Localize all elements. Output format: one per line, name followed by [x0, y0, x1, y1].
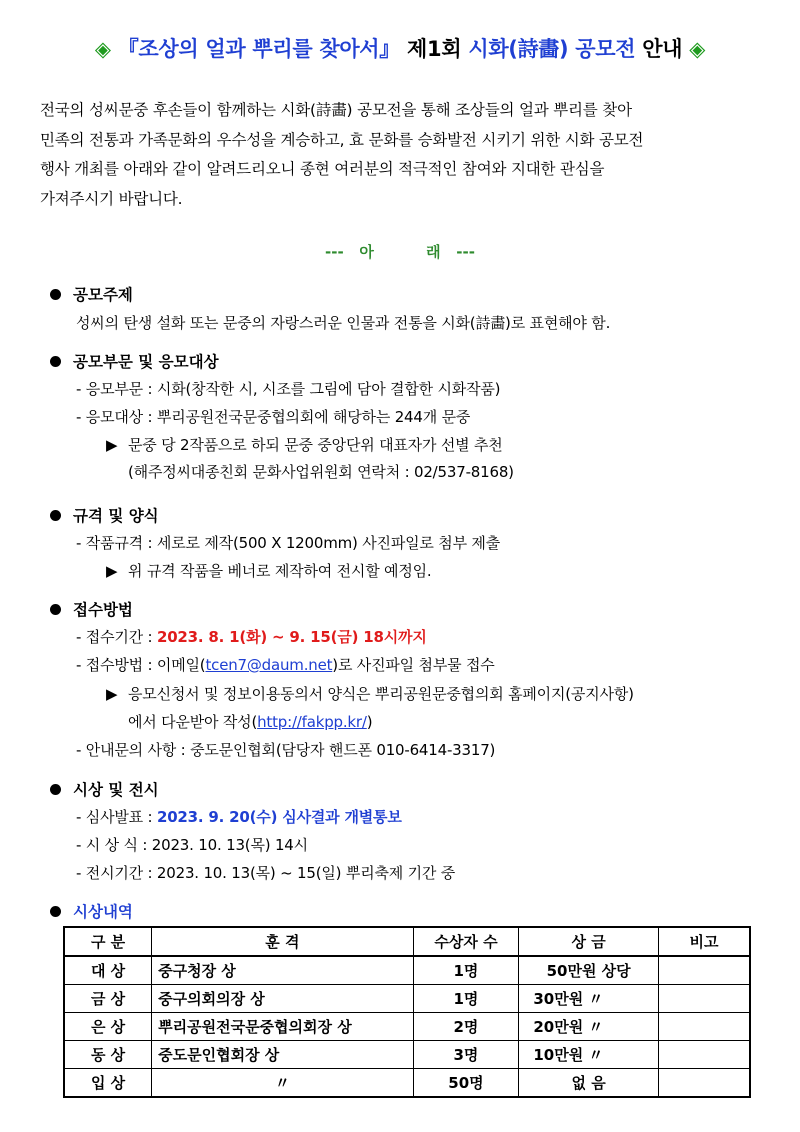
intro-line: 가져주시기 바랍니다.: [40, 189, 183, 208]
ceremony-line: - 시 상 식 : 2023. 10. 13(목) 14시: [76, 836, 308, 854]
judging-value: 2023. 9. 20(수) 심사결과 개별통보: [156, 808, 402, 826]
award-prize: 없 음: [519, 1069, 659, 1098]
section-heading-label: 공모주제: [73, 286, 133, 304]
award-grade: 금 상: [64, 985, 152, 1013]
award-grade: 은 상: [64, 1013, 152, 1041]
intro-line: 행사 개최를 아래와 같이 알려드리오니 종현 여러분의 적극적인 참여와 지대한 관심을: [40, 160, 605, 178]
bullet-icon: [50, 356, 61, 367]
award-grade: 동 상: [64, 1041, 152, 1069]
bullet-icon: [50, 604, 61, 615]
arrow-icon: ▶: [106, 436, 118, 454]
email-link[interactable]: tcen7@daum.net: [205, 656, 333, 674]
below-marker: --- 아 래 ---: [325, 243, 475, 261]
award-title: 〃: [152, 1069, 413, 1098]
award-note: [658, 1013, 750, 1041]
award-count: 2명: [413, 1013, 519, 1041]
table-row: [64, 1013, 750, 1041]
spec-line: - 작품규격 : 세로로 제작(500 X 1200mm) 사진파일로 첨부 제출: [76, 534, 501, 552]
table-row: [64, 985, 750, 1013]
arrow-icon: ▶: [106, 685, 118, 703]
intro-line: 민족의 전통과 가족문화의 우수성을 계승하고, 효 문화를 승화발전 시키기 위한 시화 공모전: [40, 130, 644, 149]
homepage-link[interactable]: http://fakpp.kr/: [257, 713, 367, 731]
page-title: [0, 33, 800, 63]
title-part2: 시화(詩畵) 공모전: [468, 37, 636, 61]
spec-note: ▶ 위 규격 작품을 베너로 제작하여 전시할 예정임.: [106, 562, 432, 580]
award-prize: 30만원 〃: [519, 985, 659, 1013]
title-part3: 안내: [642, 37, 683, 61]
award-note: [658, 985, 750, 1013]
intro-paragraph: [40, 96, 770, 214]
award-count: 1명: [413, 956, 519, 985]
eligibility-line: - 응모대상 : 뿌리공원전국문중협의회에 해당하는 244개 문중: [76, 408, 471, 426]
section-heading-label: 접수방법: [73, 601, 133, 619]
section-heading-label: 시상 및 전시: [73, 781, 159, 799]
bullet-icon: [50, 784, 61, 795]
form-note-cont: 에서 다운받아 작성(http://fakpp.kr/): [128, 713, 373, 731]
award-grade: 입 상: [64, 1069, 152, 1098]
section-heading-topic: [50, 283, 133, 305]
title-part1: 제1회: [407, 37, 462, 61]
column-header: 수상자 수: [413, 927, 519, 956]
title-quoted: 『조상의 얼과 뿌리를 찾아서』: [117, 37, 400, 61]
award-prize: 50만원 상당: [519, 956, 659, 985]
award-title: 중도문인협회장 상: [152, 1041, 413, 1069]
bullet-icon: [50, 906, 61, 917]
column-header: 상 금: [519, 927, 659, 956]
inquiry-line: - 안내문의 사항 : 중도문인협회(담당자 핸드폰 010-6414-3317): [76, 741, 496, 759]
submission-method: - 접수방법 : 이메일(tcen7@daum.net)로 사진파일 첨부물 접수: [76, 656, 495, 674]
column-header: 비고: [658, 927, 750, 956]
topic-text: 성씨의 탄생 설화 또는 문중의 자랑스러운 인물과 전통을 시화(詩畵)로 표현해야 함.: [76, 314, 611, 332]
form-note: ▶ 응모신청서 및 정보이용동의서 양식은 뿌리공원문중협의회 홈페이지(공지사항): [106, 685, 634, 703]
section-heading-submission: [50, 598, 133, 620]
diamond-icon: ◈: [689, 37, 706, 61]
award-title: 뿌리공원전국문중협의회장 상: [152, 1013, 413, 1041]
diamond-icon: ◈: [94, 37, 111, 61]
table-row: [64, 1069, 750, 1098]
award-count: 1명: [413, 985, 519, 1013]
bullet-icon: [50, 510, 61, 521]
section-heading-category: [50, 350, 219, 372]
award-title: 중구청장 상: [152, 956, 413, 985]
award-prize: 10만원 〃: [519, 1041, 659, 1069]
submission-period: - 접수기간 : 2023. 8. 1(화) ~ 9. 15(금) 18시까지: [76, 628, 427, 646]
submission-period-value: 2023. 8. 1(화) ~ 9. 15(금) 18시까지: [156, 628, 427, 646]
bullet-icon: [50, 289, 61, 300]
award-title: 중구의회의장 상: [152, 985, 413, 1013]
intro-line: 전국의 성씨문중 후손들이 함께하는 시화(詩畵) 공모전을 통해 조상들의 얼과 뿌리를 찾아: [40, 101, 632, 119]
category-line: - 응모부문 : 시화(창작한 시, 시조를 그림에 담아 결합한 시화작품): [76, 380, 501, 398]
award-note: [658, 956, 750, 985]
section-heading-spec: [50, 504, 159, 526]
judging-line: - 심사발표 : 2023. 9. 20(수) 심사결과 개별통보: [76, 808, 402, 826]
table-header-row: [64, 927, 750, 956]
eligibility-contact: (해주정씨대종친회 문화사업위원회 연락처 : 02/537-8168): [128, 463, 514, 481]
awards-table: [63, 926, 751, 1098]
arrow-icon: ▶: [106, 562, 118, 580]
eligibility-note: ▶ 문중 당 2작품으로 하되 문중 중앙단위 대표자가 선별 추천: [106, 436, 503, 454]
table-row: [64, 1041, 750, 1069]
section-heading-awards-exhibition: [50, 778, 159, 800]
award-note: [658, 1069, 750, 1098]
exhibition-line: - 전시기간 : 2023. 10. 13(목) ~ 15(일) 뿌리축제 기간 중: [76, 864, 456, 882]
section-heading-prizes: [50, 900, 133, 922]
column-header: 구 분: [64, 927, 152, 956]
award-count: 50명: [413, 1069, 519, 1098]
award-count: 3명: [413, 1041, 519, 1069]
award-grade: 대 상: [64, 956, 152, 985]
table-row: [64, 956, 750, 985]
award-prize: 20만원 〃: [519, 1013, 659, 1041]
column-header: 훈 격: [152, 927, 413, 956]
section-heading-label: 공모부문 및 응모대상: [73, 353, 219, 371]
section-heading-label: 규격 및 양식: [73, 507, 159, 525]
award-note: [658, 1041, 750, 1069]
section-heading-label: 시상내역: [73, 903, 133, 921]
